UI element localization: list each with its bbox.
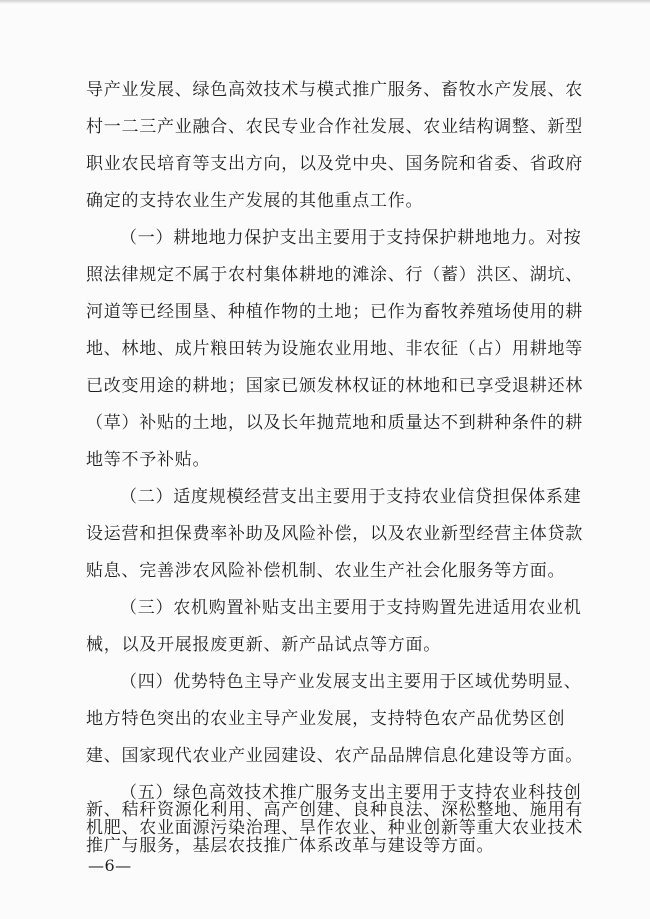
text-line: 新、秸秆资源化利用、高产创建、良种良法、深松整地、施用有 [86, 800, 583, 820]
page-number: —6— [88, 856, 132, 875]
text-line: 河道等已经围垦、种植作物的土地；已作为畜牧养殖场使用的耕 [86, 302, 583, 322]
page-top-edge [0, 0, 650, 4]
text-line: 村一二三产业融合、农民专业合作社发展、农业结构调整、新型 [86, 117, 583, 137]
text-line: 推广与服务，基层农技推广体系改革与建设等方面。 [86, 836, 495, 856]
text-line: 已改变用途的耕地；国家已颁发林权证的林地和已享受退耕还林 [86, 376, 583, 396]
text-line: 机肥、农业面源污染治理、旱作农业、种业创新等重大农业技术 [86, 818, 583, 838]
text-line: （草）补贴的土地，以及长年抛荒地和质量达不到耕种条件的耕 [86, 413, 583, 433]
text-line: 建、国家现代农业产业园建设、农产品品牌信息化建设等方面。 [86, 746, 583, 766]
text-line: 职业农民培育等支出方向，以及党中央、国务院和省委、省政府 [86, 154, 583, 174]
text-line: 地等不予补贴。 [86, 450, 211, 470]
text-line: 设运营和担保费率补助及风险补偿，以及农业新型经营主体贷款 [86, 524, 583, 544]
text-line: 确定的支持农业生产发展的其他重点工作。 [86, 191, 424, 211]
text-line: 贴息、完善涉农风险补偿机制、农业生产社会化服务等方面。 [86, 561, 566, 581]
paragraph-3-start: （三）农机购置补贴支出主要用于支持购置先进适用农业机 [120, 598, 582, 618]
text-line: 导产业发展、绿色高效技术与模式推广服务、畜牧水产发展、农 [86, 80, 583, 100]
paragraph-1-start: （一）耕地地力保护支出主要用于支持保护耕地地力。对按 [120, 228, 582, 248]
paragraph-4-start: （四）优势特色主导产业发展支出主要用于区域优势明显、 [120, 672, 582, 692]
text-line: 地方特色突出的农业主导产业发展，支持特色农产品优势区创 [86, 709, 566, 729]
paragraph-5-start: （五）绿色高效技术推广服务支出主要用于支持农业科技创 [120, 783, 582, 803]
text-line: 械，以及开展报废更新、新产品试点等方面。 [86, 635, 441, 655]
paragraph-2-start: （二）适度规模经营支出主要用于支持农业信贷担保体系建 [120, 487, 582, 507]
text-line: 照法律规定不属于农村集体耕地的滩涂、行（蓄）洪区、湖坑、 [86, 265, 583, 285]
text-line: 地、林地、成片粮田转为设施农业用地、非农征（占）用耕地等 [86, 339, 583, 359]
